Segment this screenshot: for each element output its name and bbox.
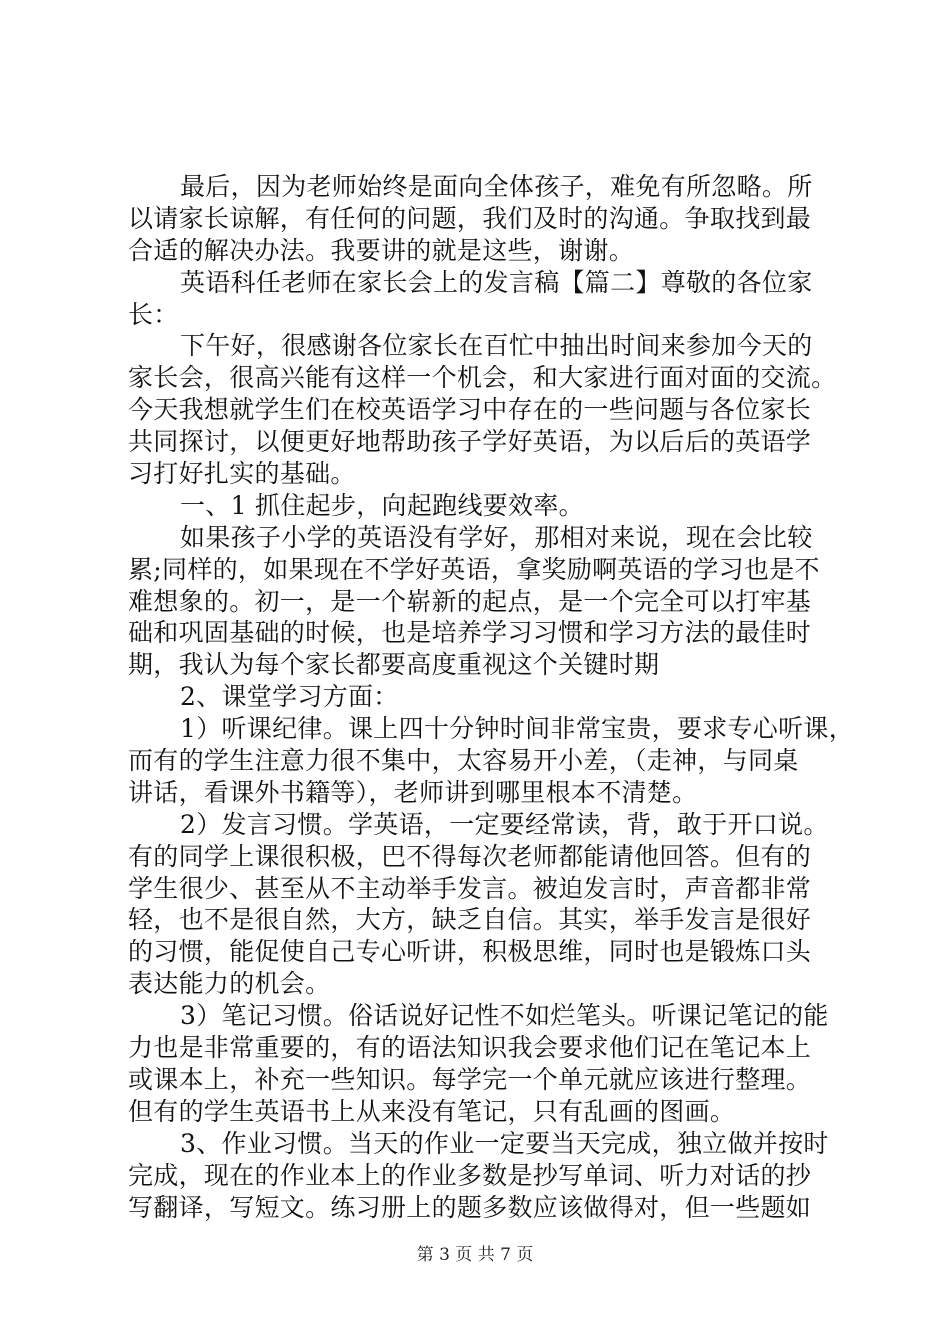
text-line: 3）笔记习惯。俗话说好记性不如烂笔头。听课记笔记的能 bbox=[180, 1001, 829, 1031]
document-body bbox=[128, 171, 855, 1223]
text-line: 今天我想就学生们在校英语学习中存在的一些问题与各位家长 bbox=[128, 395, 812, 425]
text-line: 有的同学上课很积极，巴不得每次老师都能请他回答。但有的 bbox=[128, 841, 812, 871]
text-line: 期，我认为每个家长都要高度重视这个关键时期 bbox=[128, 650, 660, 680]
text-line: 合适的解决办法。我要讲的就是这些，谢谢。 bbox=[128, 235, 635, 265]
text-line: 家长会，很高兴能有这样一个机会，和大家进行面对面的交流。 bbox=[128, 363, 837, 393]
text-line: 学生很少、甚至从不主动举手发言。被迫发言时，声音都非常 bbox=[128, 873, 812, 903]
text-line: 表达能力的机会。 bbox=[128, 969, 331, 999]
text-line: 最后，因为老师始终是面向全体孩子，难免有所忽略。所 bbox=[180, 172, 813, 201]
text-line: 而有的学生注意力很不集中，太容易开小差，（走神，与同桌 bbox=[128, 746, 799, 776]
text-line: 轻，也不是很自然，大方，缺乏自信。其实，举手发言是很好 bbox=[128, 905, 812, 935]
text-line: 2、课堂学习方面： bbox=[180, 682, 399, 712]
text-line: 3、作业习惯。当天的作业一定要当天完成，独立做并按时 bbox=[180, 1128, 829, 1158]
text-line: 但有的学生英语书上从来没有笔记，只有乱画的图画。 bbox=[128, 1096, 736, 1126]
text-line: 写翻译，写短文。练习册上的题多数应该做得对，但一些题如 bbox=[128, 1192, 812, 1222]
text-line: 一、1 抓住起步，向起跑线要效率。 bbox=[180, 490, 584, 520]
text-line: 以请家长谅解，有任何的问题，我们及时的沟通。争取找到最 bbox=[128, 203, 812, 233]
text-line: 共同探讨，以便更好地帮助孩子学好英语，为以后后的英语学 bbox=[128, 427, 812, 457]
text-line: 或课本上，补充一些知识。每学完一个单元就应该进行整理。 bbox=[128, 1064, 812, 1094]
text-line: 习打好扎实的基础。 bbox=[128, 459, 356, 489]
text-line: 完成，现在的作业本上的作业多数是抄写单词、听力对话的抄 bbox=[128, 1160, 812, 1190]
text-line: 2）发言习惯。学英语，一定要经常读，背，敢于开口说。 bbox=[180, 809, 829, 839]
text-line: 英语科任老师在家长会上的发言稿【篇二】尊敬的各位家 bbox=[180, 267, 813, 297]
text-line: 如果孩子小学的英语没有学好，那相对来说，现在会比较 bbox=[180, 522, 813, 552]
text-line: 1）听课纪律。课上四十分钟时间非常宝贵，要求专心听课， bbox=[180, 714, 855, 744]
text-line: 力也是非常重要的，有的语法知识我会要求他们记在笔记本上 bbox=[128, 1033, 812, 1063]
text-line: 讲话，看课外书籍等），老师讲到哪里根本不清楚。 bbox=[128, 777, 698, 807]
page-footer: 第 3 页 共 7 页 bbox=[416, 1245, 534, 1265]
text-line: 下午好，很感谢各位家长在百忙中抽出时间来参加今天的 bbox=[180, 331, 813, 361]
text-line: 长： bbox=[128, 299, 179, 329]
text-line: 难想象的。初一，是一个崭新的起点，是一个完全可以打牢基 bbox=[128, 586, 812, 616]
text-line: 的习惯，能促使自己专心听讲，积极思维，同时也是锻炼口头 bbox=[128, 937, 812, 967]
text-line: 累;同样的，如果现在不学好英语，拿奖励啊英语的学习也是不 bbox=[128, 554, 820, 584]
text-line: 础和巩固基础的时候，也是培养学习习惯和学习方法的最佳时 bbox=[128, 618, 812, 648]
